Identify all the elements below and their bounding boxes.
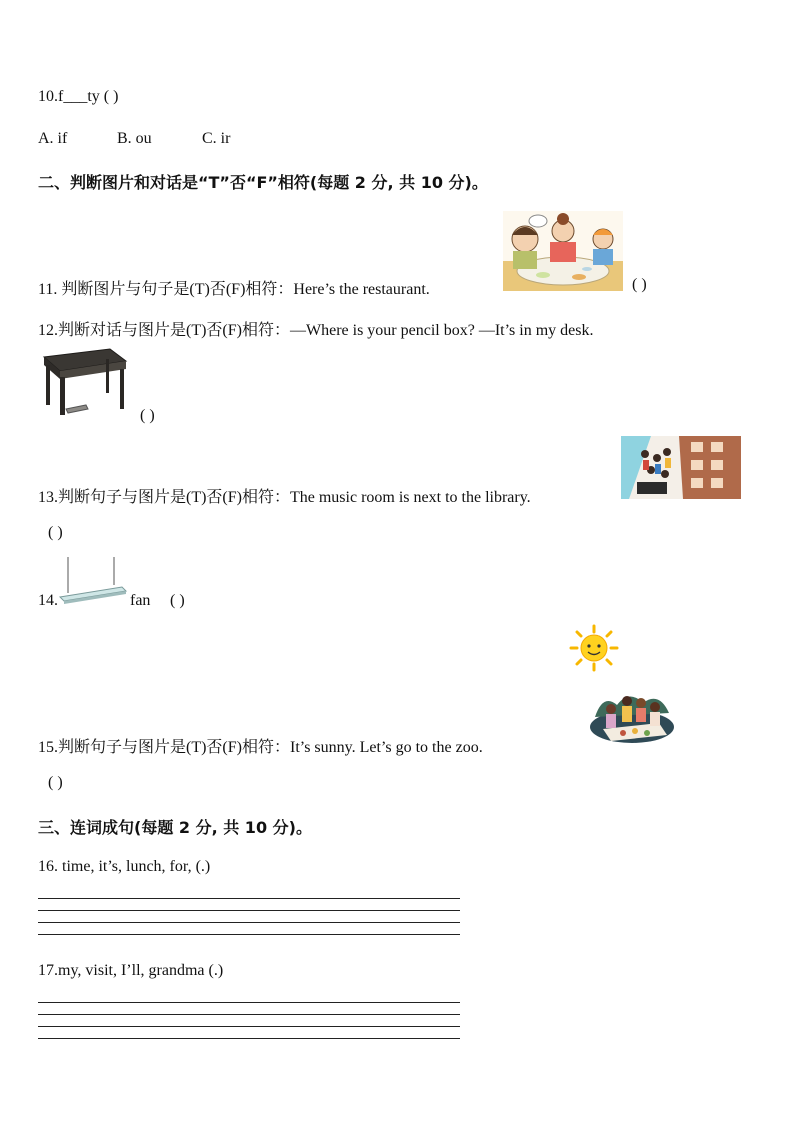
q10-stem: 10.f___ty ( )	[38, 88, 119, 105]
picnic-picture	[589, 687, 675, 745]
q17-writing-lines[interactable]	[38, 1002, 460, 1050]
q14-answer-blank[interactable]: ( )	[170, 592, 185, 609]
q11-text: 11. 判断图片与句子是(T)否(F)相符：Here’s the restaurant.	[38, 281, 430, 298]
section2-heading: 二、判断图片和对话是“T”否“F”相符(每题 2 分, 共 10 分)。	[38, 173, 488, 192]
writing-line	[38, 1038, 460, 1039]
q16-writing-lines[interactable]	[38, 898, 460, 946]
q13-text: 13.判断句子与图片是(T)否(F)相符：The music room is next to the library.	[38, 489, 531, 506]
q12-answer-blank[interactable]: ( )	[140, 407, 155, 424]
q11-answer-blank[interactable]: ( )	[632, 276, 647, 293]
q15-text: 15.判断句子与图片是(T)否(F)相符：It’s sunny. Let’s go to the zoo.	[38, 739, 483, 756]
fluorescent-light-picture	[60, 557, 126, 605]
writing-line	[38, 1026, 460, 1027]
writing-line	[38, 922, 460, 923]
q10-option-a: A. if	[38, 130, 68, 147]
music-room-picture	[621, 436, 741, 499]
q13-answer-blank[interactable]: ( )	[48, 524, 63, 541]
q16-text: 16. time, it’s, lunch, for, (.)	[38, 858, 211, 875]
writing-line	[38, 1014, 460, 1015]
q15-answer-blank[interactable]: ( )	[48, 774, 63, 791]
q14-number: 14.	[38, 592, 58, 609]
q14-word: fan	[130, 592, 151, 609]
q12-text: 12.判断对话与图片是(T)否(F)相符：—Where is your pencil box? —It’s in my desk.	[38, 322, 594, 339]
writing-line	[38, 910, 460, 911]
sun-picture	[567, 624, 621, 672]
q10-option-b: B. ou	[117, 130, 152, 147]
writing-line	[38, 898, 460, 899]
writing-line	[38, 1002, 460, 1003]
q17-text: 17.my, visit, I’ll, grandma (.)	[38, 962, 224, 979]
section3-heading: 三、连词成句(每题 2 分, 共 10 分)。	[38, 818, 312, 837]
writing-line	[38, 934, 460, 935]
desk-picture	[40, 347, 130, 419]
restaurant-picture	[503, 211, 623, 291]
q10-option-c: C. ir	[202, 130, 231, 147]
